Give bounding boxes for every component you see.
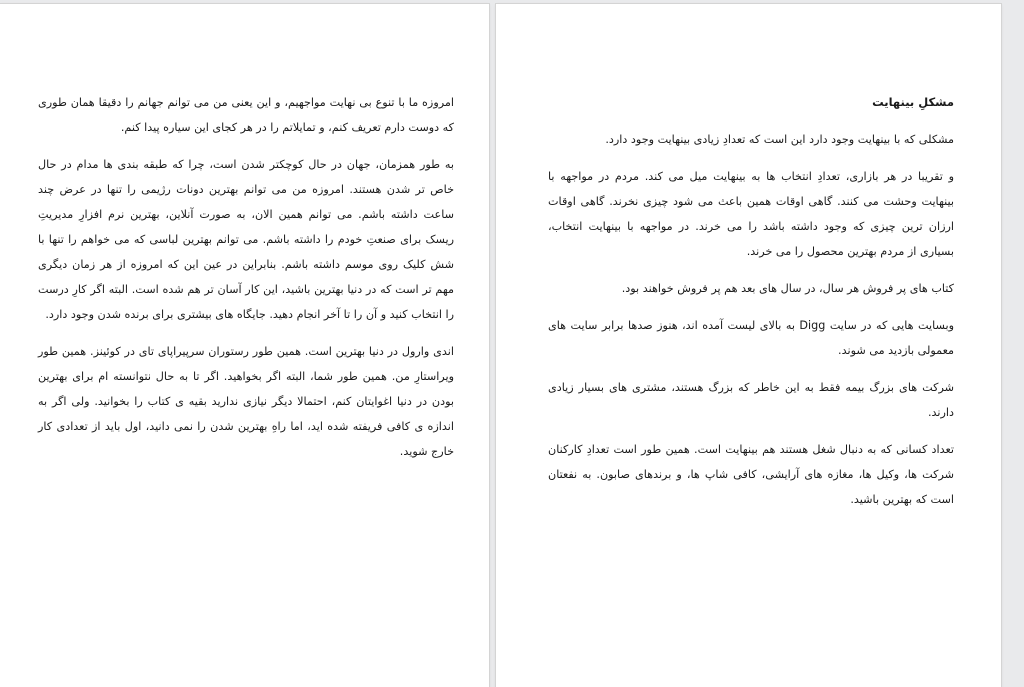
paragraph: اندی وارول در دنیا بهترین است. همین طور رستوران سرپیراپای تای در کوئینز. همین طور ویراستارِ من. همین طور شما، البته اگر بخواهید. اگر تا به حال نتوانسته ام برای بهترین بودن در دنیا اغوایتان کنم، احتمالا دیگر نیازی ندارید بقیه ی کتاب را بخوانید. ولی اگر به اندازه ی کافی فریفته شده اید، اما راهِ بهترین شدن را نمی دانید، اول باید از تعدادی کار خارج شوید. (38, 345, 454, 458)
paragraph: به طور همزمان، جهان در حال کوچکتر شدن است، چرا که طبقه بندی ها مدام در حال خاص تر شدن هستند. امروزه من می توانم بهترین دونات رژیمی را تنها در عرض چند ساعت داشته باشم. می توانم همین الان، به صورت آنلاین، بهترین نرم افزارِ مدیریتِ ریسک برای صنعتِ خودم را داشته باشم. می توانم بهترین لباسی که می خواهم را تنها با شش کلیک روی موسم داشته باشم. بنابراین در عین این که امروزه از هر زمان دیگری مهم تر است که در دنیا بهترین باشید، این کار آسان تر هم شده است. البته اگر کارِ درست را انتخاب کنید و آن را تا آخر انجام دهید. جایگاه های بیشتری برای برنده شدن وجود دارد. (38, 158, 454, 321)
paragraph: وبسایت هایی که در سایت Digg به بالای لیست آمده اند، هنوز صدها برابر سایت های معمولی بازدید می شوند. (548, 319, 954, 357)
paragraph: امروزه ما با تنوع بی نهایت مواجهیم، و این یعنی من می توانم جهانم را دقیقا همان طوری که دوست دارم تعریف کنم، و تمایلاتم را در هر کجای این سیاره پیدا کنم. (38, 96, 454, 134)
right-page-text (548, 90, 954, 524)
paragraph: و تقریبا در هر بازاری، تعدادِ انتخاب ها به بینهایت میل می کند. مردم در مواجهه با بینهایت وحشت می کنند. گاهی اوقات همین باعث می شود چیزی نخرند. گاهی اوقات ارزان ترین چیزی که وجود داشته باشد را می خرند. در مواجهه با بینهایت انتخاب، بسیاری از مردم بهترین محصول را می خرند. (548, 170, 954, 258)
paragraph: کتاب های پر فروش هر سال، در سال های بعد هم پر فروش خواهند بود. (621, 282, 954, 295)
paragraph: تعداد کسانی که به دنبال شغل هستند هم بینهایت است. همین طور است تعدادِ کارکنان شرکت ها، وکیل ها، مغازه های آرایشی، کافی شاپ ها، و برندهای صابون. به نفعتان است که بهترین باشید. (548, 443, 954, 506)
document-page-left (0, 4, 489, 687)
section-heading: مشکلِ بینهایت (872, 95, 954, 109)
paragraph: شرکت های بزرگ بیمه فقط به این خاطر که بزرگ هستند، مشتری های بسیار زیادی دارند. (548, 381, 954, 419)
document-page-right (496, 4, 1001, 687)
left-page-text (38, 90, 454, 476)
paragraph: مشکلی که با بینهایت وجود دارد این است که تعدادِ زیادی بینهایت وجود دارد. (605, 133, 954, 146)
